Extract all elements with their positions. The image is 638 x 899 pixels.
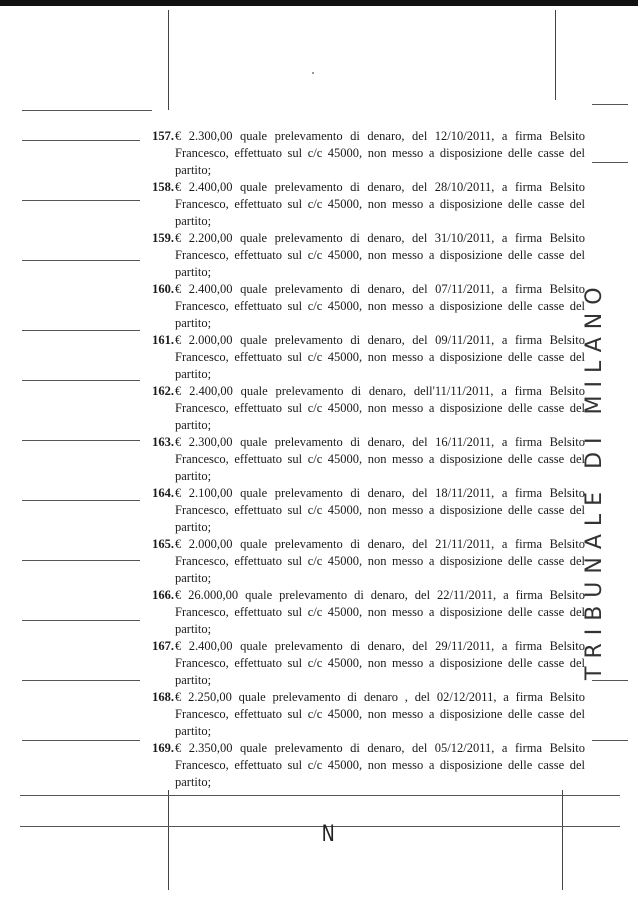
item-number: 161. [152, 333, 174, 347]
list-item [140, 281, 588, 332]
item-line-1: € 2.300,00 quale prelevamento di denaro, del 16/11/2011, a firma Belsito [175, 435, 585, 449]
item-number: 168. [152, 690, 174, 704]
item-number: 157. [152, 129, 174, 143]
item-line-3: partito; [175, 571, 212, 585]
rule-left-6 [22, 380, 140, 381]
list-item [140, 332, 588, 383]
item-line-1: € 2.350,00 quale prelevamento di denaro, del 05/12/2011, a firma Belsito [175, 741, 585, 755]
item-line-2: Francesco, effettuato sul c/c 45000, non messo a disposizione delle casse del [175, 503, 585, 517]
court-stamp: TRIBUNALE DI MILANO [582, 279, 607, 680]
item-line-2: Francesco, effettuato sul c/c 45000, non messo a disposizione delle casse del [175, 452, 585, 466]
item-line-2: Francesco, effettuato sul c/c 45000, non messo a disposizione delle casse del [175, 197, 585, 211]
item-number: 159. [152, 231, 174, 245]
item-number: 160. [152, 282, 174, 296]
rule-right-4 [592, 740, 628, 741]
rule-left-5 [22, 330, 140, 331]
item-line-2: Francesco, effettuato sul c/c 45000, non messo a disposizione delle casse del [175, 605, 585, 619]
rule-bottom-1 [20, 795, 620, 796]
list-item [140, 230, 588, 281]
item-number: 162. [152, 384, 174, 398]
item-line-1: € 2.400,00 quale prelevamento di denaro, del 29/11/2011, a firma Belsito [175, 639, 585, 653]
item-line-2: Francesco, effettuato sul c/c 45000, non messo a disposizione delle casse del [175, 707, 585, 721]
list-item [140, 638, 588, 689]
margin-line-bottom-left [168, 790, 169, 890]
item-line-1: € 2.300,00 quale prelevamento di denaro, del 12/10/2011, a firma Belsito [175, 129, 585, 143]
margin-line-bottom-right [562, 790, 563, 890]
list-item [140, 485, 588, 536]
item-line-3: partito; [175, 265, 212, 279]
list-item [140, 740, 588, 791]
item-line-3: partito; [175, 622, 212, 636]
margin-line-center [555, 10, 556, 100]
item-line-3: partito; [175, 163, 212, 177]
item-line-3: partito; [175, 775, 212, 789]
item-line-2: Francesco, effettuato sul c/c 45000, non messo a disposizione delle casse del [175, 656, 585, 670]
item-line-2: Francesco, effettuato sul c/c 45000, non messo a disposizione delle casse del [175, 248, 585, 262]
list-item [140, 128, 588, 179]
item-number: 164. [152, 486, 174, 500]
scan-speck [312, 72, 314, 74]
item-line-3: partito; [175, 367, 212, 381]
item-number: 169. [152, 741, 174, 755]
item-line-1: € 2.000,00 quale prelevamento di denaro, del 21/11/2011, a firma Belsito [175, 537, 585, 551]
item-line-2: Francesco, effettuato sul c/c 45000, non messo a disposizione delle casse del [175, 401, 585, 415]
item-line-3: partito; [175, 520, 212, 534]
item-number: 166. [152, 588, 174, 602]
list-item [140, 383, 588, 434]
item-number: 167. [152, 639, 174, 653]
item-line-3: partito; [175, 418, 212, 432]
rule-left-4 [22, 260, 140, 261]
rule-bottom-2 [20, 826, 620, 827]
item-line-1: € 26.000,00 quale prelevamento di denaro, del 22/11/2011, a firma Belsito [175, 588, 585, 602]
item-line-3: partito; [175, 316, 212, 330]
item-line-1: € 2.200,00 quale prelevamento di denaro, del 31/10/2011, a firma Belsito [175, 231, 585, 245]
margin-line-left [168, 10, 169, 110]
list-item [140, 434, 588, 485]
rule-left-9 [22, 560, 140, 561]
item-line-2: Francesco, effettuato sul c/c 45000, non messo a disposizione delle casse del [175, 554, 585, 568]
item-line-1: € 2.100,00 quale prelevamento di denaro, del 18/11/2011, a firma Belsito [175, 486, 585, 500]
item-line-3: partito; [175, 469, 212, 483]
item-line-2: Francesco, effettuato sul c/c 45000, non messo a disposizione delle casse del [175, 146, 585, 160]
item-line-1: € 2.000,00 quale prelevamento di denaro, del 09/11/2011, a firma Belsito [175, 333, 585, 347]
item-line-1: € 2.400,00 quale prelevamento di denaro, del 07/11/2011, a firma Belsito [175, 282, 585, 296]
item-line-1: € 2.400,00 quale prelevamento di denaro, del 28/10/2011, a firma Belsito [175, 180, 585, 194]
item-line-2: Francesco, effettuato sul c/c 45000, non messo a disposizione delle casse del [175, 299, 585, 313]
rule-left-1 [22, 110, 152, 111]
item-number: 163. [152, 435, 174, 449]
list-item [140, 587, 588, 638]
rule-left-10 [22, 620, 140, 621]
item-line-3: partito; [175, 673, 212, 687]
rule-right-2 [592, 162, 628, 163]
handwritten-initial: N [321, 822, 335, 847]
item-line-1: € 2.400,00 quale prelevamento di denaro, dell'11/11/2011, a firma Belsito [175, 384, 585, 398]
list-item [140, 179, 588, 230]
item-line-1: € 2.250,00 quale prelevamento di denaro , del 02/12/2011, a firma Belsito [175, 690, 585, 704]
rule-left-7 [22, 440, 140, 441]
item-line-2: Francesco, effettuato sul c/c 45000, non messo a disposizione delle casse del [175, 758, 585, 772]
rule-left-3 [22, 200, 140, 201]
rule-right-3 [592, 680, 628, 681]
item-number: 158. [152, 180, 174, 194]
item-line-2: Francesco, effettuato sul c/c 45000, non messo a disposizione delle casse del [175, 350, 585, 364]
rule-left-11 [22, 680, 140, 681]
rule-left-8 [22, 500, 140, 501]
list-item [140, 689, 588, 740]
item-line-3: partito; [175, 214, 212, 228]
scan-top-border [0, 0, 638, 6]
withdrawal-list [140, 128, 588, 791]
rule-right-1 [592, 104, 628, 105]
item-number: 165. [152, 537, 174, 551]
rule-left-12 [22, 740, 140, 741]
rule-left-2 [22, 140, 140, 141]
list-item [140, 536, 588, 587]
item-line-3: partito; [175, 724, 212, 738]
